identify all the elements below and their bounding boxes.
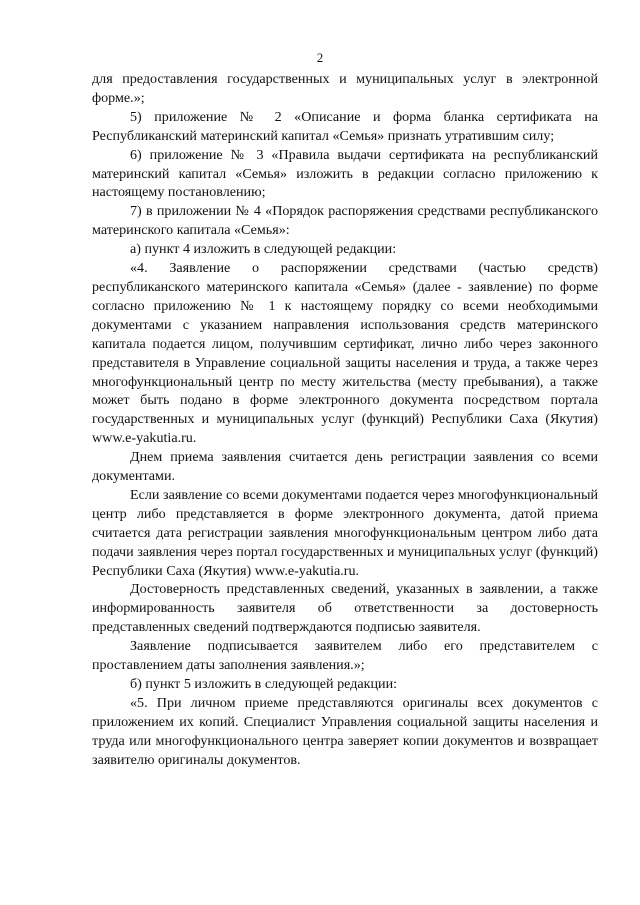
paragraph: Днем приема заявления считается день регистрации заявления со всеми документами. <box>92 449 598 485</box>
paragraph: «5. При личном приеме представляются оригиналы всех документов с приложением их копий. Специалист Управления социальной защиты населения и труда или многофункционального центра заверяет копии документов и возвращает заявителю оригиналы документов. <box>92 694 598 768</box>
paragraph: Достоверность представленных сведений, указанных в заявлении, а также информированность заявителя об ответственности за достоверность представленных сведений подтверждаются подписью заявителя. <box>92 581 598 636</box>
paragraph: для предоставления государственных и муниципальных услуг в электронной форме.»; <box>92 71 598 106</box>
paragraph: б) пункт 5 изложить в следующей редакции: <box>130 676 398 692</box>
paragraph: Если заявление со всеми документами подается через многофункциональный центр либо представляется в форме электронного документа, датой приема считается дата регистрации заявления многофункциональным центром либо дата подачи заявления через портал государственных и муниципальных услуг (функций) Республики Саха (Якутия) www.e-yakutia.ru. <box>92 486 598 579</box>
paragraph: 7) в приложении № 4 «Порядок распоряжения средствами республиканского материнского капитала «Семья»: <box>92 203 598 239</box>
paragraph: 5) приложение № 2 «Описание и форма бланка сертификата на Республиканский материнский капитал «Семья» признать утратившим силу; <box>92 108 598 144</box>
paragraph: 6) приложение № 3 «Правила выдачи сертификата на республиканский материнский капитал «Семья» изложить в редакции согласно приложению к настоящему постановлению; <box>92 146 598 201</box>
page-number: 2 <box>316 50 324 65</box>
paragraph: «4. Заявление о распоряжении средствами (частью средств) республиканского материнского капитала «Семья» (далее - заявление) по форме согласно приложению № 1 к настоящему порядку со всеми необходимыми документами с указанием направления использования средств материнского капитала подается лицом, получившим сертификат, лично либо через законного представителя в Управление социальной защиты населения и труда, а также через многофункциональный центр по месту жительства (месту пребывания), а также может быть подано в форме электронного документа посредством портала государственных и муниципальных услуг (функций) Республики Саха (Якутия) www.e-yakutia.ru. <box>92 260 598 447</box>
paragraph: Заявление подписывается заявителем либо его представителем с проставлением даты заполнения заявления.»; <box>92 638 598 674</box>
document-body <box>92 70 598 770</box>
paragraph: а) пункт 4 изложить в следующей редакции: <box>130 241 397 258</box>
